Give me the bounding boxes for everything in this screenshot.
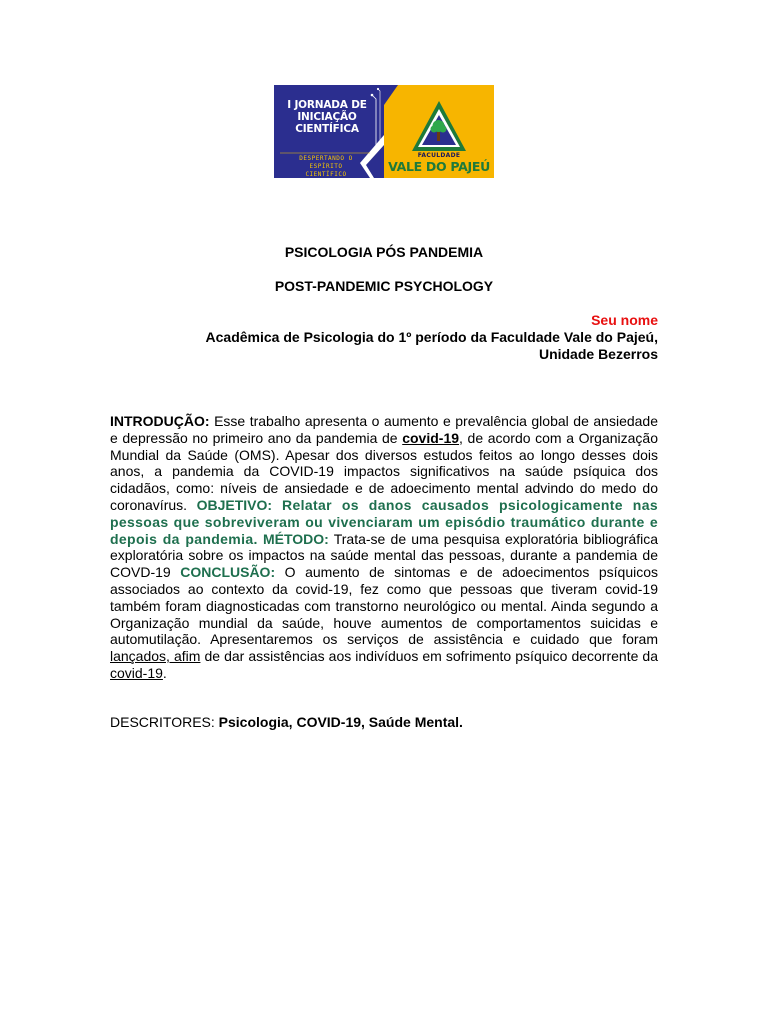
descriptors-values: Psicologia, COVID-19, Saúde Mental. [218,714,463,730]
event-banner [274,85,494,178]
intro-text-cont: , de acordo com a Organização Mundial da Saúde (OMS). Apesar dos diversos estudos feitos ao longo desses dois anos, a pandemia da COVID-19 impactos significativos na saúde psíquica dos cidadãos, como: níveis de ansiedade e de adoecimento mental advindo do medo do coronavírus. [110,429,658,513]
conclusao-link-covid[interactable]: covid-19 [110,664,163,681]
descriptors-label: DESCRITORES: [110,714,219,730]
college-logo-panel [384,85,494,178]
event-subtitle: DESPERTANDO O ESPÍRITO CIENTÍFICO [299,155,353,178]
intro-text: Esse trabalho apresenta o aumento e prevalência global de ansiedade e depressão no primeiro ano da pandemia de [110,413,658,446]
title-portuguese: PSICOLOGIA PÓS PANDEMIA [284,244,484,260]
event-title: I JORNADA DE INICIAÇÃO CIENTÍFICA [287,99,367,135]
objetivo-label: OBJETIVO: [196,496,273,513]
college-logo-label: FACULDADE [417,152,461,159]
intro-link-covid[interactable]: covid-19 [402,429,460,446]
metodo-label: MÉTODO: [262,530,329,547]
abstract-body [110,413,658,682]
objetivo-text: Relatar os danos causados psicologicamente nas pessoas que sobreviveram ou vivenciaram um episódio traumático durante e depois da pandemia. [110,496,658,547]
conclusao-text-cont: de dar assistências aos indivíduos em sofrimento psíquico decorrente da [200,648,658,665]
metodo-text: Trata-se de uma pesquisa exploratória bibliográfica exploratória sobre os impactos na saúde mental das pessoas, durante a pandemia de COVD-19 [110,530,658,581]
conclusao-text: O aumento de sintomas e de adoecimentos psíquicos associados ao contexto da covid-19, fez como que pessoas que tiveram covid-19 também foram diagnosticadas com transtorno neurológico ou mental. Ainda segundo a Organização mundial da saúde, houve aumentos de comportamentos suicidas e automutilação. Apresentaremos os serviços de assistência e cuidado que foram [110,564,658,648]
conclusao-link-lancados[interactable]: lançados, afim [110,648,201,665]
author-affiliation [98,329,658,363]
conclusao-label: CONCLUSÃO: [180,564,276,581]
conclusao-end: . [162,664,167,681]
college-logo-name: VALE DO PAJEÚ [388,159,490,174]
event-title-panel [274,85,384,178]
affiliation-line-1: Acadêmica de Psicologia do 1º período da Faculdade Vale do Pajeú, [205,329,658,345]
descriptors [110,714,463,730]
title-english: POST-PANDEMIC PSYCHOLOGY [274,278,494,294]
affiliation-line-2: Unidade Bezerros [538,346,658,362]
intro-label: INTRODUÇÃO: [110,413,210,429]
author-name: Seu nome [591,312,658,328]
